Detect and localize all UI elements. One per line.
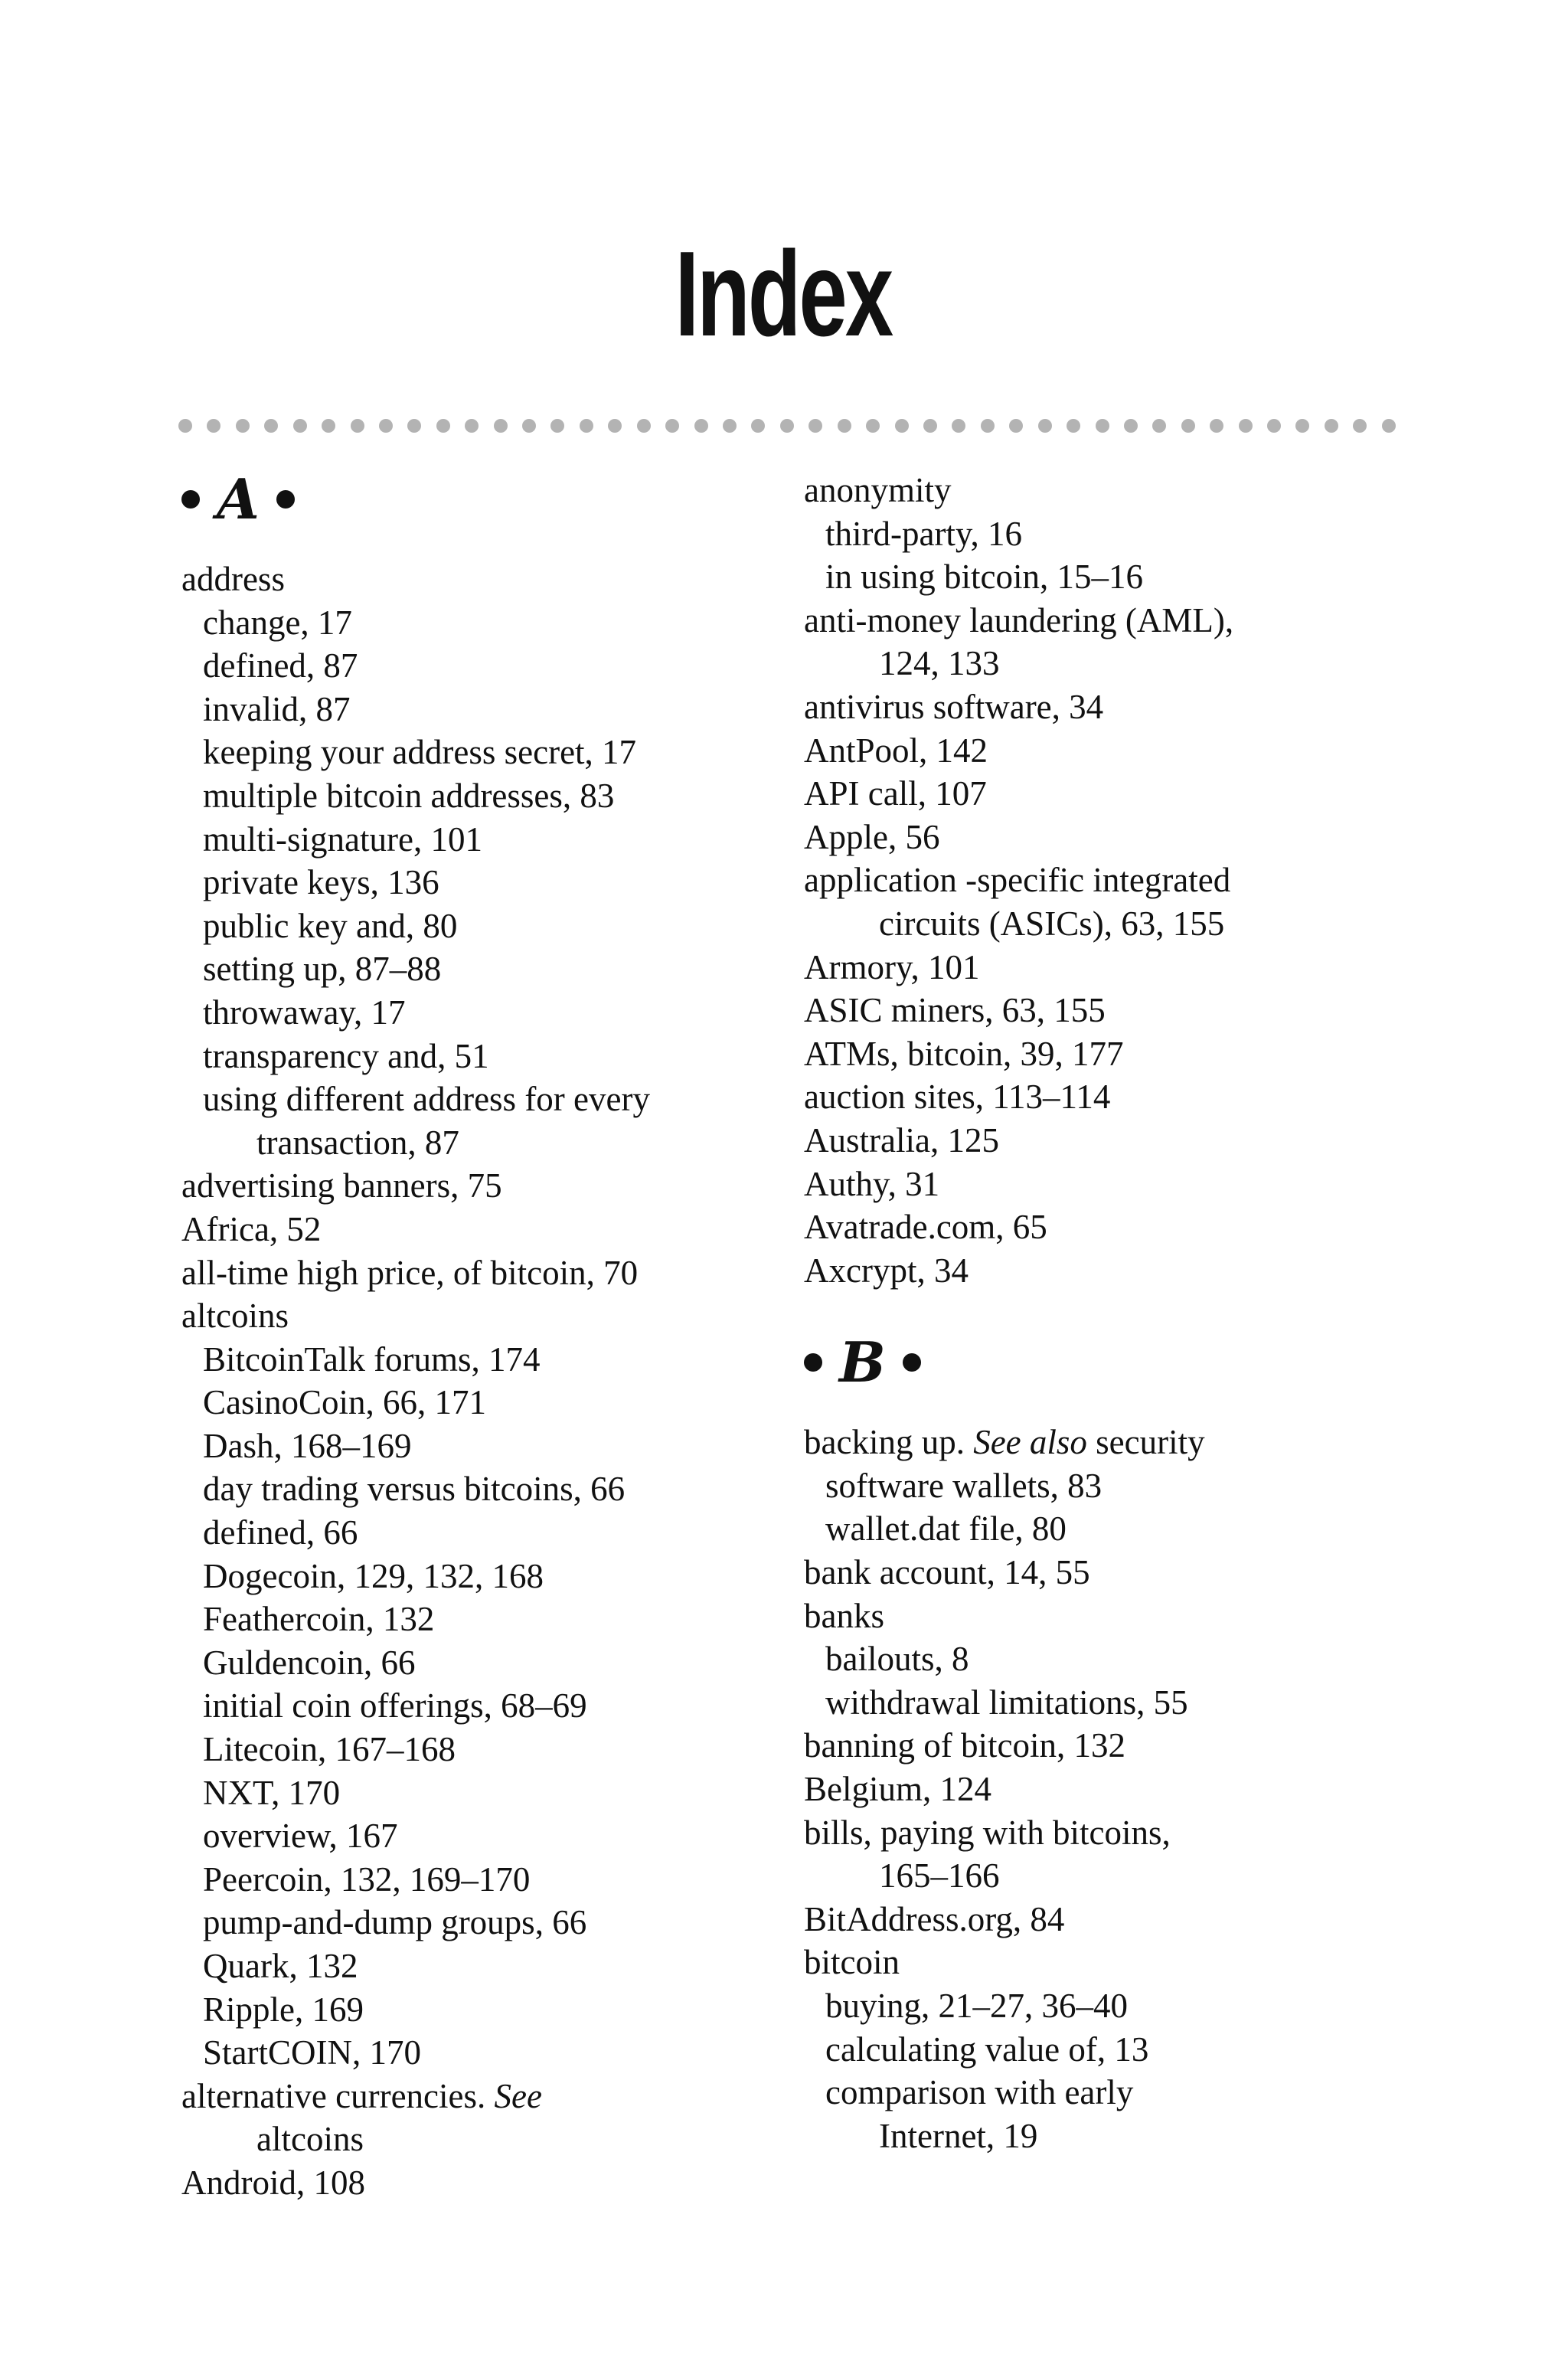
index-entry: bank account, 14, 55 (804, 1553, 1090, 1592)
divider-dot (236, 419, 250, 433)
index-entry: Avatrade.com, 65 (804, 1208, 1047, 1247)
bullet-icon (181, 490, 200, 509)
index-subentry: Ripple, 169 (203, 1990, 364, 2029)
divider-dot (522, 419, 536, 433)
divider-dot (838, 419, 851, 433)
divider-dot (550, 419, 564, 433)
index-subentry: defined, 87 (203, 646, 358, 685)
index-subentry: overview, 167 (203, 1817, 398, 1856)
divider-dot (1152, 419, 1166, 433)
bullet-icon (903, 1353, 921, 1372)
letter-heading-a (181, 466, 786, 531)
index-entry-text: alternative currencies. (181, 2076, 495, 2115)
bullet-icon (276, 490, 295, 509)
index-subentry: Guldencoin, 66 (203, 1643, 416, 1682)
divider-dot (1124, 419, 1138, 433)
letter-heading-letter: A (217, 466, 260, 531)
divider-dot (322, 419, 335, 433)
index-entry: BitAddress.org, 84 (804, 1899, 1065, 1938)
divider-dot (178, 419, 192, 433)
divider-dot (494, 419, 508, 433)
divider-dot (1067, 419, 1080, 433)
index-entry: anti-money laundering (AML), (804, 600, 1234, 639)
index-entry: Android, 108 (181, 2163, 365, 2202)
index-subentry: third-party, 16 (825, 514, 1023, 553)
index-subentry: using different address for every (203, 1080, 650, 1119)
index-entry: anonymity (804, 471, 952, 509)
index-subentry: comparison with early (825, 2073, 1134, 2112)
index-entry: Belgium, 124 (804, 1770, 991, 1809)
index-entry-continuation: 124, 133 (879, 644, 1000, 683)
divider-dot (637, 419, 651, 433)
index-subentry: StartCOIN, 170 (203, 2033, 421, 2072)
divider-dot (895, 419, 909, 433)
divider-dot (1239, 419, 1253, 433)
index-subentry: software wallets, 83 (825, 1466, 1102, 1505)
divider-dot (923, 419, 937, 433)
divider-dot (1096, 419, 1109, 433)
divider-dot (436, 419, 450, 433)
divider-dot (1210, 419, 1223, 433)
index-entry: auction sites, 113–114 (804, 1078, 1111, 1117)
index-subentry: setting up, 87–88 (203, 950, 442, 989)
divider-dot (866, 419, 880, 433)
index-subentry: calculating value of, 13 (825, 2029, 1149, 2069)
index-subentry: Dash, 168–169 (203, 1426, 412, 1465)
divider-dot (952, 419, 965, 433)
divider-dot (1038, 419, 1052, 433)
index-entry-cross-reference (804, 1421, 1386, 1464)
index-entry: Armory, 101 (804, 947, 980, 986)
index-subentry: NXT, 170 (203, 1773, 341, 1812)
index-entry: advertising banners, 75 (181, 1166, 502, 1205)
index-entry: all-time high price, of bitcoin, 70 (181, 1253, 639, 1292)
index-entry-continuation: 165–166 (879, 1856, 1000, 1895)
index-entry: application -specific integrated (804, 861, 1231, 900)
index-entry: altcoins (181, 1297, 289, 1336)
divider-dot (351, 419, 364, 433)
letter-heading-b (804, 1329, 1386, 1395)
divider-dot (407, 419, 421, 433)
index-entry: ASIC miners, 63, 155 (804, 991, 1106, 1030)
section-divider-dots (178, 417, 1396, 434)
divider-dot (293, 419, 307, 433)
divider-dot (751, 419, 765, 433)
index-subentry: transparency and, 51 (203, 1036, 489, 1075)
index-subentry: bailouts, 8 (825, 1640, 969, 1679)
see-also-reference: See also (973, 1423, 1087, 1462)
index-entry: banks (804, 1596, 884, 1635)
index-subentry: buying, 21–27, 36–40 (825, 1987, 1129, 2025)
index-entry: Axcrypt, 34 (804, 1251, 969, 1290)
divider-dot (465, 419, 479, 433)
divider-dot (981, 419, 995, 433)
letter-heading-letter: B (839, 1329, 886, 1395)
index-column-left (181, 466, 786, 2205)
index-subentry: wallet.dat file, 80 (825, 1509, 1067, 1549)
divider-dot (1325, 419, 1338, 433)
index-entry-cross-reference (181, 2075, 786, 2118)
divider-dot (780, 419, 794, 433)
page-title: Index (675, 227, 892, 361)
index-subentry: invalid, 87 (203, 689, 351, 728)
index-subentry: Peercoin, 132, 169–170 (203, 1859, 531, 1899)
divider-dot (580, 419, 593, 433)
index-subentry: pump-and-dump groups, 66 (203, 1903, 587, 1942)
index-entry: Authy, 31 (804, 1164, 940, 1203)
index-subentry: change, 17 (203, 603, 352, 642)
divider-dot (1181, 419, 1195, 433)
index-entry: ATMs, bitcoin, 39, 177 (804, 1034, 1124, 1073)
index-entry: Africa, 52 (181, 1209, 322, 1248)
divider-dot (379, 419, 393, 433)
index-entry: Apple, 56 (804, 817, 940, 856)
index-subentry-continuation: Internet, 19 (879, 2116, 1038, 2155)
index-subentry: Feathercoin, 132 (203, 1600, 435, 1639)
see-reference: See (494, 2076, 542, 2115)
divider-dot (808, 419, 822, 433)
index-subentry: public key and, 80 (203, 906, 458, 945)
index-subentry: multiple bitcoin addresses, 83 (203, 776, 615, 815)
divider-dot (1267, 419, 1281, 433)
divider-dot (723, 419, 737, 433)
index-entry: AntPool, 142 (804, 731, 988, 770)
index-column-right (804, 469, 1386, 2157)
index-entry-text: backing up. (804, 1423, 974, 1462)
index-subentry: Quark, 132 (203, 1947, 358, 1985)
index-entry-text-after: security (1086, 1423, 1205, 1462)
index-entry: antivirus software, 34 (804, 687, 1104, 726)
index-entry: API call, 107 (804, 774, 987, 813)
index-entry-continuation: altcoins (256, 2120, 364, 2159)
index-subentry: in using bitcoin, 15–16 (825, 558, 1143, 597)
index-entry: Australia, 125 (804, 1120, 999, 1159)
index-subentry: BitcoinTalk forums, 174 (203, 1339, 541, 1379)
index-subentry: Litecoin, 167–168 (203, 1730, 456, 1769)
index-subentry: defined, 66 (203, 1513, 358, 1552)
divider-dot (1295, 419, 1309, 433)
divider-dot (1009, 419, 1023, 433)
bullet-icon (804, 1353, 822, 1372)
index-entry: bills, paying with bitcoins, (804, 1813, 1171, 1852)
index-subentry: private keys, 136 (203, 863, 439, 902)
divider-dot (608, 419, 622, 433)
index-entry-continuation: circuits (ASICs), 63, 155 (879, 904, 1225, 943)
index-entry: address (181, 560, 285, 598)
index-subentry: day trading versus bitcoins, 66 (203, 1470, 626, 1509)
index-subentry: throwaway, 17 (203, 993, 406, 1032)
divider-dot (1353, 419, 1367, 433)
divider-dot (264, 419, 278, 433)
divider-dot (1382, 419, 1396, 433)
index-subentry: multi-signature, 101 (203, 819, 482, 859)
divider-dot (665, 419, 679, 433)
index-subentry: keeping your address secret, 17 (203, 733, 637, 772)
index-subentry-continuation: transaction, 87 (256, 1123, 459, 1162)
index-subentry: Dogecoin, 129, 132, 168 (203, 1556, 544, 1595)
index-subentry: withdrawal limitations, 55 (825, 1683, 1188, 1722)
index-entry: bitcoin (804, 1943, 900, 1982)
index-entry: banning of bitcoin, 132 (804, 1726, 1125, 1765)
divider-dot (694, 419, 708, 433)
index-subentry: initial coin offerings, 68–69 (203, 1686, 587, 1725)
index-subentry: CasinoCoin, 66, 171 (203, 1383, 487, 1422)
divider-dot (207, 419, 220, 433)
